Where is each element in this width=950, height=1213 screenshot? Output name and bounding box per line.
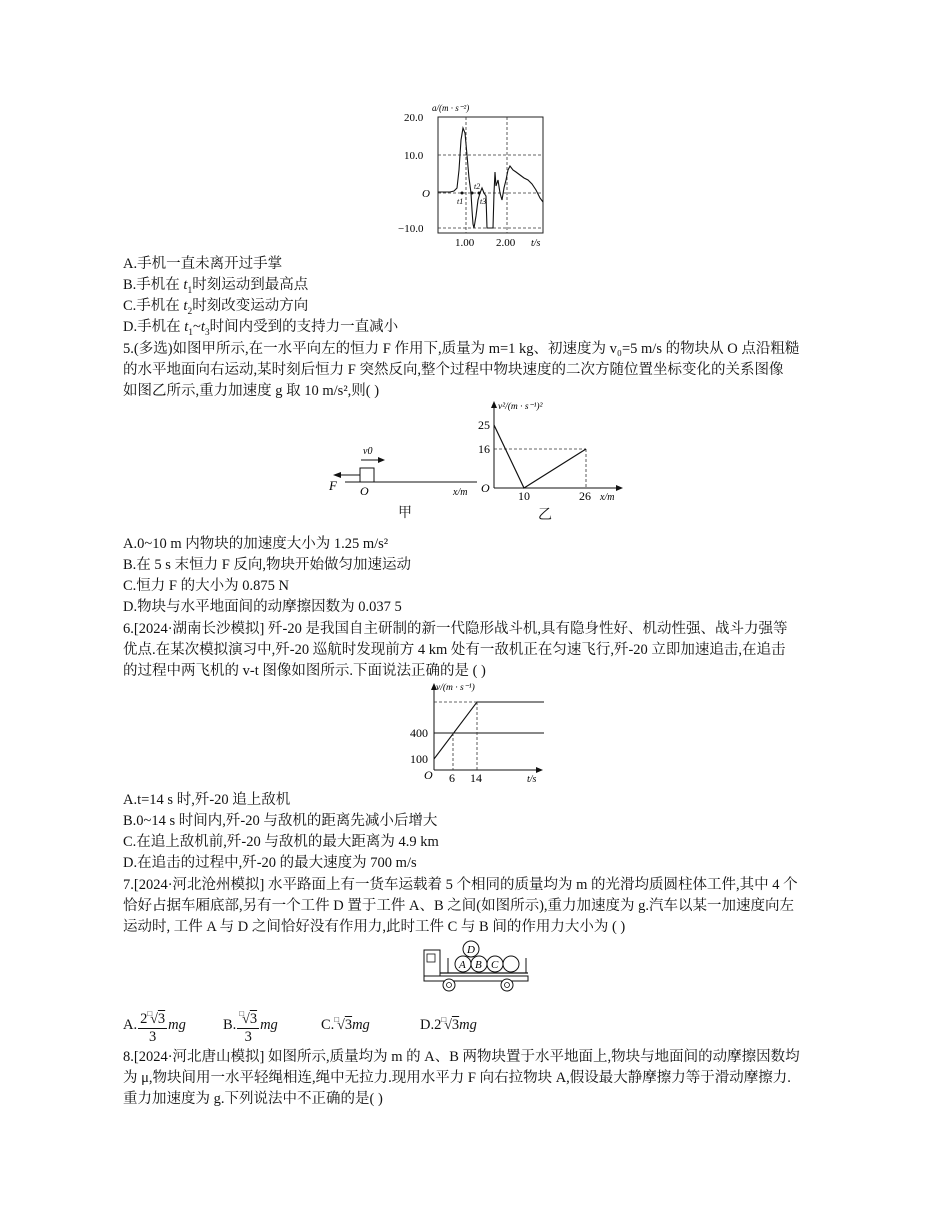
vsq-curve <box>494 425 586 488</box>
q7-options <box>123 1005 623 1047</box>
force-label: F <box>329 478 337 493</box>
q8-stem-line-3: 重力加速度为 g.下列说法中不正确的是( ) <box>123 1091 383 1107</box>
accel-xtick-2: 2.00 <box>496 237 516 249</box>
q7-stem-line-3: 运动时, 工件 A 与 D 之间恰好没有作用力,此时工件 C 与 B 间的作用力大小为 ( ) <box>123 919 626 935</box>
accel-x-label: t/s <box>531 238 541 249</box>
q5-figure-b <box>476 398 626 503</box>
q8-stem-line-2: 为 μ,物块间用一水平轻绳相连,绳中无拉力.现用水平力 F 向右拉物块 A,假设最大静摩擦力等于滑动摩擦力. <box>123 1070 791 1086</box>
q5-stem-line-2: 的水平地面向右运动,某时刻后恒力 F 突然反向,整个过程中物块速度的二次方随位置坐标变化的关系图像 <box>123 362 784 378</box>
vt-x-label: t/s <box>527 774 537 785</box>
q7-stem-line-1: 7.[2024·河北沧州模拟] 水平路面上有一货车运载着 5 个相同的质量均为 m 的光滑均质圆柱体工件,其中 4 个 <box>123 877 798 893</box>
accel-label-t2: t2 <box>474 182 481 191</box>
vsq-xtick-26: 26 <box>579 489 591 503</box>
q4-option-c: C.手机在 $t_2$时刻改变运动方向 <box>123 298 309 317</box>
q5-stem-line-3: 如图乙所示,重力加速度 g 取 10 m/s²,则( ) <box>123 383 380 399</box>
q6-option-d: D.在追击的过程中,歼-20 的最大速度为 700 m/s <box>123 855 417 871</box>
block <box>360 468 374 482</box>
x-axis-label: x/m <box>453 487 468 498</box>
accel-y-label: a/(m · s⁻²) <box>432 103 470 113</box>
q7-option-d: D.2□√3mg <box>420 1015 477 1033</box>
velocity-label: v0 <box>363 446 373 457</box>
wheel-rear <box>501 979 513 991</box>
q6-option-a: A.t=14 s 时,歼-20 追上敌机 <box>123 792 291 808</box>
vt-ytick-400: 400 <box>410 726 428 740</box>
q5-option-c: C.恒力 F 的大小为 0.875 N <box>123 578 289 594</box>
accel-ytick-origin: O <box>422 188 430 200</box>
accel-plot-frame <box>438 117 543 233</box>
accel-ytick-10: 10.0 <box>404 150 424 162</box>
q6-option-b: B.0~14 s 时间内,歼-20 与敌机的距离先减小后增大 <box>123 813 438 829</box>
q7-option-a: A. $\frac{2^□√3}{3}$ mg <box>123 1005 186 1046</box>
velocity-arrowhead <box>378 457 385 463</box>
q6-stem-line-1: 6.[2024·湖南长沙模拟] 歼-20 是我国自主研制的新一代隐形战斗机,具有隐身性好、机动性强、战斗力强等 <box>123 621 788 637</box>
vt-ytick-100: 100 <box>410 752 428 766</box>
label-b: B <box>475 959 482 971</box>
q5-option-a: A.0~10 m 内物块的加速度大小为 1.25 m/s² <box>123 536 389 552</box>
accel-label-t3: t3 <box>480 197 487 206</box>
accel-point-t1 <box>461 192 464 195</box>
vsq-ytick-25: 25 <box>478 418 490 432</box>
vt-origin: O <box>424 768 433 782</box>
q6-stem-line-3: 的过程中两飞机的 v-t 图像如图所示.下面说法正确的是 ( ) <box>123 663 486 679</box>
vt-j20-line <box>434 702 544 759</box>
q5-figure-a <box>325 440 485 502</box>
accel-label-t1: t1 <box>457 197 464 206</box>
q6-option-c: C.在追上敌机前,歼-20 与敌机的最大距离为 4.9 km <box>123 834 439 850</box>
vt-xtick-14: 14 <box>470 771 482 785</box>
accel-ytick-20: 20.0 <box>404 112 424 124</box>
q6-vt-graph <box>408 678 553 786</box>
vsq-ytick-16: 16 <box>478 442 490 456</box>
accel-xtick-1: 1.00 <box>455 237 475 249</box>
q7-option-c: C.□√3mg <box>321 1015 370 1033</box>
vsq-x-arrow <box>616 485 623 491</box>
q5-option-b: B.在 5 s 末恒力 F 反向,物块开始做匀加速运动 <box>123 557 412 573</box>
vsq-xtick-10: 10 <box>518 489 530 503</box>
vt-y-label: v/(m · s⁻¹) <box>436 683 475 693</box>
origin-label: O <box>360 484 369 498</box>
q7-truck-figure <box>420 936 532 992</box>
q8-stem-line-1: 8.[2024·河北唐山模拟] 如图所示,质量均为 m 的 A、B 两物块置于水平地面上,物块与地面间的动摩擦因数均 <box>123 1049 800 1065</box>
vsq-y-arrow <box>491 401 497 408</box>
label-d: D <box>467 944 475 956</box>
q4-option-a: A.手机一直未离开过手掌 <box>123 256 283 272</box>
label-a: A <box>459 959 466 971</box>
accel-point-t3 <box>478 192 481 195</box>
vsq-y-label: v²/(m · s⁻¹)² <box>498 402 543 412</box>
acceleration-graph <box>400 100 560 255</box>
accel-point-t2 <box>471 192 474 195</box>
q5-stem-line-1: 5.(多选)如图甲所示,在一水平向左的恒力 F 作用下,质量为 m=1 kg、初速度为 v₀=5 m/s 的物块从 O 点沿粗糙 <box>123 341 800 357</box>
q7-option-b: B. $\frac{^□√3}{3}$ mg <box>223 1005 278 1046</box>
q5-figure-b-caption: 乙 <box>538 508 552 523</box>
q6-stem-line-2: 优点.在某次模拟演习中,歼-20 巡航时发现前方 4 km 处有一敌机正在匀速飞行,歼-20 立即加速追击,在追击 <box>123 642 786 658</box>
vsq-origin: O <box>481 481 490 495</box>
label-c: C <box>491 959 499 971</box>
wheel-front <box>443 979 455 991</box>
cylinder-e <box>503 956 519 972</box>
truck-window <box>427 954 435 962</box>
q7-stem-line-2: 恰好占据车厢底部,另有一个工件 D 置于工件 A、B 之间(如图所示),重力加速度为 g.汽车以某一加速度向左 <box>123 898 795 914</box>
truck-chassis <box>424 976 528 981</box>
accel-curve <box>438 128 543 228</box>
vt-xtick-6: 6 <box>449 771 455 785</box>
accel-ytick-neg10: −10.0 <box>398 223 424 235</box>
vsq-x-label: x/m <box>600 492 615 503</box>
q5-figure-a-caption: 甲 <box>398 506 412 521</box>
q5-option-d: D.物块与水平地面间的动摩擦因数为 0.037 5 <box>123 599 402 615</box>
q4-option-b: B.手机在 $t_1$时刻运动到最高点 <box>123 277 309 296</box>
q4-option-d: D.手机在 $t_1\sim t_3$时间内受到的支持力一直减小 <box>123 319 399 338</box>
vt-x-arrow <box>536 767 543 773</box>
